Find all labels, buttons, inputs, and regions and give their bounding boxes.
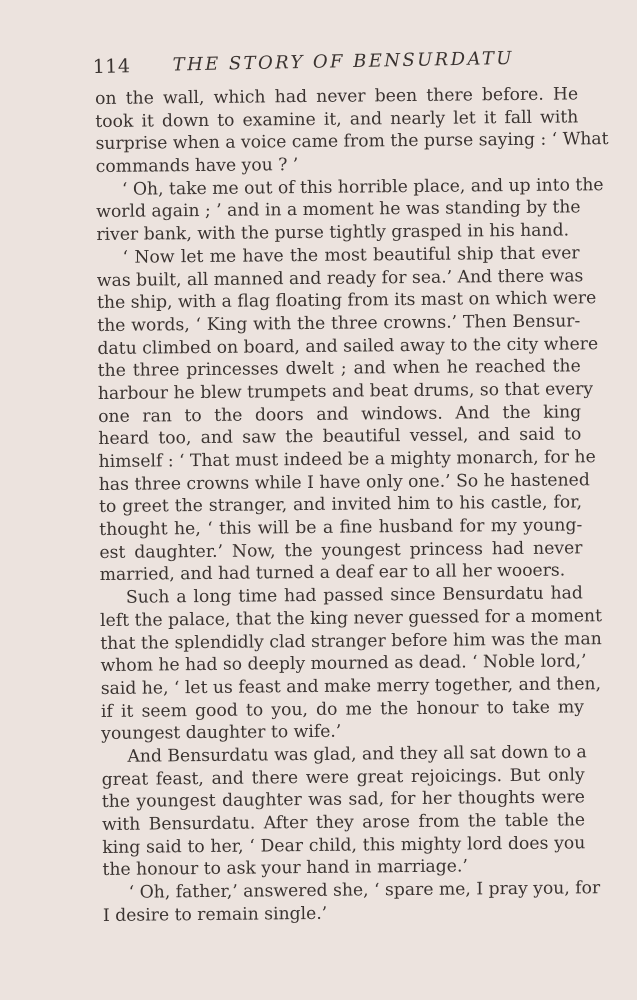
running-title: THE STORY OF BENSURDATU [172,47,515,76]
text-line: commands have you ? ’ [95,155,299,178]
text-line: the honour to ask your hand in marriage.’ [102,856,468,881]
text-line: And Bensurdatu was glad, and they all sat down to a [127,742,587,767]
text-line: king said to her, ‘ Dear child, this mighty lord does you [102,833,586,858]
text-line: heard too, and saw the beautiful vessel, and said to [98,424,582,450]
text-line: to greet the stranger, and invited him to his castle, for, [98,492,583,518]
text-line: whom he had so deeply mourned as dead. ‘ Noble lord,’ [100,651,587,677]
text-line: world again ; ’ and in a moment he was standing by the [96,197,581,223]
running-head [93,47,563,82]
text-line: I desire to remain single.’ [102,903,328,926]
text-line: the ship, with a flag floating from its mast on which were [96,288,597,314]
text-line: ‘ Oh, father,’ answered she, ‘ spare me, I pray you, for [128,878,601,903]
text-line: on the wall, which had never been there before. He [95,84,579,109]
text-line: if it seem good to you, do me the honour to take my [100,696,585,722]
text-line: the youngest daughter was sad, for her thoughts were [101,787,585,813]
text-line: datu climbed on board, and sailed away to the city where [97,333,599,359]
text-line: harbour he blew trumpets and beat drums, so that every [97,379,594,404]
text-line: surprise when a voice came from the purse saying : ‘ What [95,129,609,155]
text-line: Such a long time had passed since Bensurdatu had [125,583,583,608]
page-number: 114 [92,55,131,79]
text-line: ‘ Now let me have the most beautiful ship that ever [122,243,580,268]
text-line: married, and had turned a deaf ear to all her wooers. [99,560,566,586]
text-line: that the splendidly clad stranger before him was the man [100,628,602,654]
text-line: left the palace, that the king never guessed for a moment [100,605,603,631]
text-line: has three crowns while I have only one.’ So he hastened [98,469,590,495]
text-line: himself : ‘ That must indeed be a mighty monarch, for he [98,447,596,472]
text-line: river bank, with the purse tightly grasped in his hand. [96,220,570,246]
text-line: youngest daughter to wife.’ [101,721,342,745]
text-line: one ran to the doors and windows. And the king [98,401,582,427]
text-line: est daughter.’ Now, the youngest princess had never [99,538,583,563]
text-line: great feast, and there were great rejoicings. But only [101,764,585,790]
text-line: ‘ Oh, take me out of this horrible place, and up into the [121,174,604,200]
body-text [95,83,609,927]
text-line: said he, ‘ let us feast and make merry together, and then, [100,674,602,699]
text-line: with Bensurdatu. After they arose from the table the [101,810,586,835]
text-line: took it down to examine it, and nearly let it fall with [95,107,579,132]
text-line: the three princesses dwelt ; and when he reached the [97,356,581,382]
text-line: the words, ‘ King with the three crowns.’ Then Bensur- [97,311,581,336]
text-line: thought he, ‘ this will be a fine husband for my young- [99,515,583,541]
text-line: was built, all manned and ready for sea.’ And there was [96,265,584,291]
